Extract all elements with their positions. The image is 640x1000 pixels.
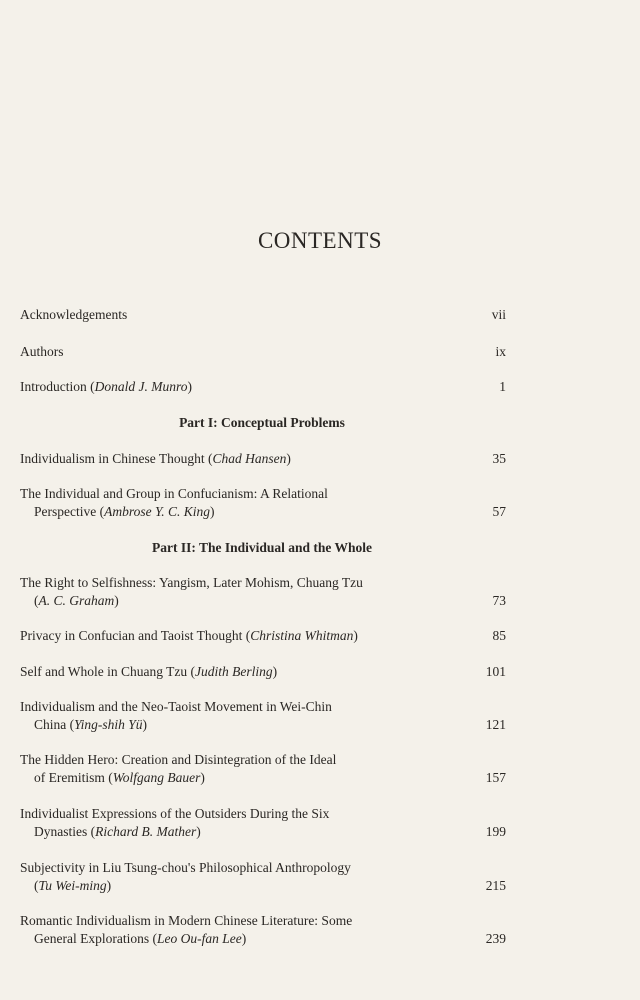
entry-title-line <box>20 912 506 930</box>
toc-entry <box>20 751 506 787</box>
part-heading: Part I: Conceptual Problems <box>179 415 345 430</box>
entry-author: Judith Berling <box>194 664 273 679</box>
entry-page-number: 73 <box>492 593 506 608</box>
entry-author: Christina Whitman <box>250 628 354 643</box>
entry-close-paren: ) <box>142 717 148 732</box>
entry-close-paren: ) <box>196 824 201 839</box>
entry-title-text: Individualist Expressions of the Outsiders During the Six <box>20 806 330 821</box>
entry-title-text: ( <box>34 593 39 608</box>
entry-page-number: 199 <box>485 824 506 839</box>
entry-title-text: China ( <box>34 717 75 732</box>
entry-page-number: 1 <box>499 379 506 394</box>
toc-entry <box>20 343 506 361</box>
entry-title-line <box>20 859 506 877</box>
entry-page-number: 239 <box>485 931 506 946</box>
page-title: CONTENTS <box>257 228 383 253</box>
toc-entry <box>20 663 506 681</box>
entry-close-paren: ) <box>200 770 205 785</box>
entry-title-text: The Hidden Hero: Creation and Disintegration of the Ideal <box>20 752 337 767</box>
entry-page-number: vii <box>491 307 506 322</box>
entry-title-line <box>20 663 506 681</box>
entry-title-line <box>20 823 506 841</box>
entry-author: Ambrose Y. C. King <box>104 504 211 519</box>
entry-title-text: Privacy in Confucian and Taoist Thought ( <box>20 628 251 643</box>
entry-close-paren: ) <box>272 664 278 679</box>
entry-title-line <box>20 930 506 948</box>
entry-page-number: 157 <box>485 770 506 785</box>
entry-author: A. C. Graham <box>38 593 115 608</box>
toc-entry <box>20 912 506 948</box>
toc-entry <box>20 485 506 521</box>
entry-author: Ying-shih Yü <box>74 717 143 732</box>
entry-title-line <box>20 343 506 361</box>
entry-title-line <box>20 378 506 396</box>
entry-title-text: General Explorations ( <box>34 931 157 946</box>
toc-entry <box>20 574 506 610</box>
entry-title-line <box>20 450 506 468</box>
toc-entry <box>20 859 506 895</box>
entry-title-text: Individualism in Chinese Thought ( <box>20 451 213 466</box>
entry-title-text: Self and Whole in Chuang Tzu ( <box>20 664 195 679</box>
entry-title-text: Perspective ( <box>34 504 105 519</box>
entry-close-paren: ) <box>353 628 358 643</box>
entry-title-line <box>20 877 506 895</box>
entry-title-text: Subjectivity in Liu Tsung-chou's Philosophical Anthropology <box>20 860 351 875</box>
entry-title-line <box>20 485 506 503</box>
toc-entry <box>20 805 506 841</box>
entry-close-paren: ) <box>286 451 291 466</box>
entry-title-text: Introduction ( <box>20 379 95 394</box>
entry-close-paren: ) <box>114 593 119 608</box>
entry-author: Wolfgang Bauer <box>112 770 201 785</box>
entry-title-line <box>20 805 506 823</box>
entry-title-line <box>20 574 506 592</box>
entry-title-text: The Individual and Group in Confucianism: A Relational <box>20 486 328 501</box>
entry-page-number: 121 <box>485 717 506 732</box>
entry-close-paren: ) <box>106 878 112 893</box>
toc-entry <box>20 698 506 734</box>
toc-entry <box>20 627 506 645</box>
entry-title-line <box>20 627 506 645</box>
entry-author: Leo Ou-fan Lee <box>156 931 242 946</box>
entry-title-text: ( <box>34 878 39 893</box>
entry-title-text: The Right to Selfishness: Yangism, Later Mohism, Chuang Tzu <box>20 575 363 590</box>
entry-title-text: of Eremitism ( <box>34 770 113 785</box>
entry-close-paren: ) <box>210 504 215 519</box>
entry-author: Chad Hansen <box>212 451 287 466</box>
entry-title-line <box>20 306 506 324</box>
toc-entry <box>20 450 506 468</box>
entry-author: Donald J. Munro <box>94 379 188 394</box>
entry-author: Tu Wei-ming <box>38 878 107 893</box>
entry-page-number: ix <box>495 344 506 359</box>
entry-title-text: Acknowledgements <box>20 307 128 322</box>
entry-page-number: 101 <box>485 664 506 679</box>
part-heading: Part II: The Individual and the Whole <box>151 540 373 555</box>
entry-title-line <box>20 751 506 769</box>
entry-title-line <box>20 592 506 610</box>
entry-title-line <box>20 698 506 716</box>
entry-page-number: 85 <box>492 628 506 643</box>
entry-page-number: 35 <box>492 451 506 466</box>
entry-close-paren: ) <box>187 379 192 394</box>
entry-title-text: Romantic Individualism in Modern Chinese Literature: Some <box>20 913 353 928</box>
entry-title-line <box>20 503 506 521</box>
entry-page-number: 215 <box>485 878 506 893</box>
entry-close-paren: ) <box>241 931 247 946</box>
entry-title-line <box>20 716 506 734</box>
entry-title-line <box>20 769 506 787</box>
entry-title-text: Authors <box>20 344 64 359</box>
entry-author: Richard B. Mather <box>95 824 197 839</box>
toc-entry <box>20 306 506 324</box>
toc-entry <box>20 378 506 396</box>
entry-title-text: Individualism and the Neo-Taoist Movement in Wei-Chin <box>20 699 332 714</box>
entry-title-text: Dynasties ( <box>34 824 96 839</box>
entry-page-number: 57 <box>492 504 506 519</box>
